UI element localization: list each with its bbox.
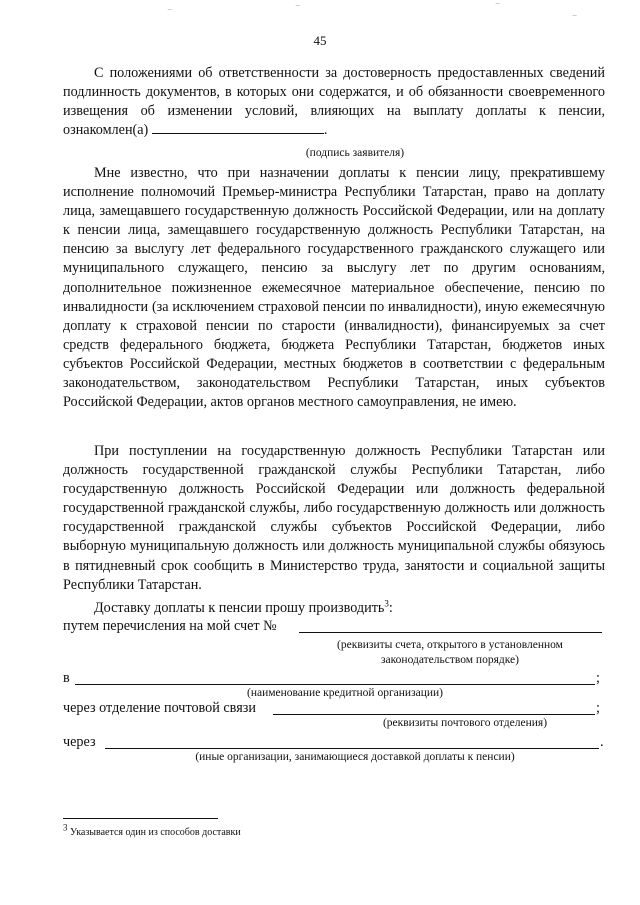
- footnote-divider: [63, 818, 218, 819]
- other-field[interactable]: [105, 734, 599, 749]
- bank-field[interactable]: [75, 670, 595, 685]
- scan-speck: ‾: [168, 10, 172, 21]
- delivery-text: Доставку доплаты к пенсии прошу производить: [94, 600, 385, 616]
- other-label: через: [63, 734, 96, 750]
- signature-line[interactable]: [152, 121, 324, 134]
- post-field[interactable]: [273, 700, 595, 715]
- post-end: ;: [596, 700, 600, 716]
- paragraph-awareness: Мне известно, что при назначении доплаты к пенсии лицу, прекратившему исполнение полномочий Премьер-министра Республики Татарстан, право на доплату лица, замещавшего государственную должность Российской Федерации, или на доплату к пенсии лица, замещавшего государственную должность Республики Татарстан, на пенсию за выслугу лет федерального государственного гражданского служащего или муниципального служащего, пенсию за выслугу лет по другим основаниям, дополнительное пожизненное ежемесячное материальное обеспечение, пенсию по инвалидности (за исключением страховой пенсии по инвалидности), иную ежемесячную доплату к страховой пенсии по старости (инвалидности), финансируемых за счет средств федерального бюджета, бюджета Республики Татарстан, бюджетов иных субъектов Российской Федерации, местных бюджетов в соответствии с федеральным законодательством, законодательством Республики Татарстан, иных субъектов Российской Федерации, актов органов местного самоуправления, не имею.: [63, 165, 605, 411]
- post-label: через отделение почтовой связи: [63, 700, 256, 716]
- post-caption: (реквизиты почтового отделения): [382, 717, 548, 729]
- paragraph-text: С положениями об ответственности за достоверность предоставленных сведений подлинность документов, в которых они содержатся, и об обязанности своевременного извещения об изменении условий, влияющих на выплату доплаты к пенсии, ознакомлен(а): [63, 65, 605, 139]
- scan-speck: ‾: [573, 16, 577, 27]
- account-caption-line-2: законодательством порядке): [381, 654, 519, 666]
- scan-speck: ‾: [496, 4, 500, 15]
- paragraph-obligation: При поступлении на государственную должность Республики Татарстан или должность государственной гражданской службы Республики Татарстан, либо государственную должность Российской Федерации или должность федеральной государственной гражданской службы, либо государственную должность или должность государственной гражданской службы субъектов Российской Федерации, либо выборную муниципальную должность или должность муниципальной службы обязуюсь в пятидневный срок сообщить в Министерство труда, занятости и социальной защиты Республики Татарстан.: [63, 443, 605, 593]
- footnote-text: Указывается один из способов доставки: [70, 827, 241, 838]
- delivery-end: :: [388, 600, 393, 616]
- paragraph-end: .: [323, 122, 328, 139]
- account-field[interactable]: [299, 618, 602, 633]
- page-number: 45: [313, 33, 327, 48]
- bank-caption: (наименование кредитной организации): [246, 687, 444, 699]
- bank-label: в: [63, 670, 70, 686]
- footnote: [63, 822, 241, 839]
- bank-end: ;: [596, 670, 600, 686]
- footnote-ref: 3: [384, 598, 389, 609]
- scan-speck: ‾: [296, 6, 300, 17]
- other-end: .: [600, 734, 604, 750]
- paragraph-delivery: [63, 599, 605, 618]
- account-row: [63, 618, 605, 636]
- account-label: путем перечисления на мой счет №: [63, 618, 277, 634]
- account-caption: [300, 638, 600, 668]
- paragraph-responsibility: [63, 64, 605, 140]
- signature-caption: (подпись заявителя): [305, 147, 405, 159]
- other-caption: (иные организации, занимающиеся доставкой доплаты к пенсии): [195, 751, 515, 763]
- account-caption-line-1: (реквизиты счета, открытого в установленном: [337, 639, 563, 651]
- footnote-number: 3: [63, 822, 68, 833]
